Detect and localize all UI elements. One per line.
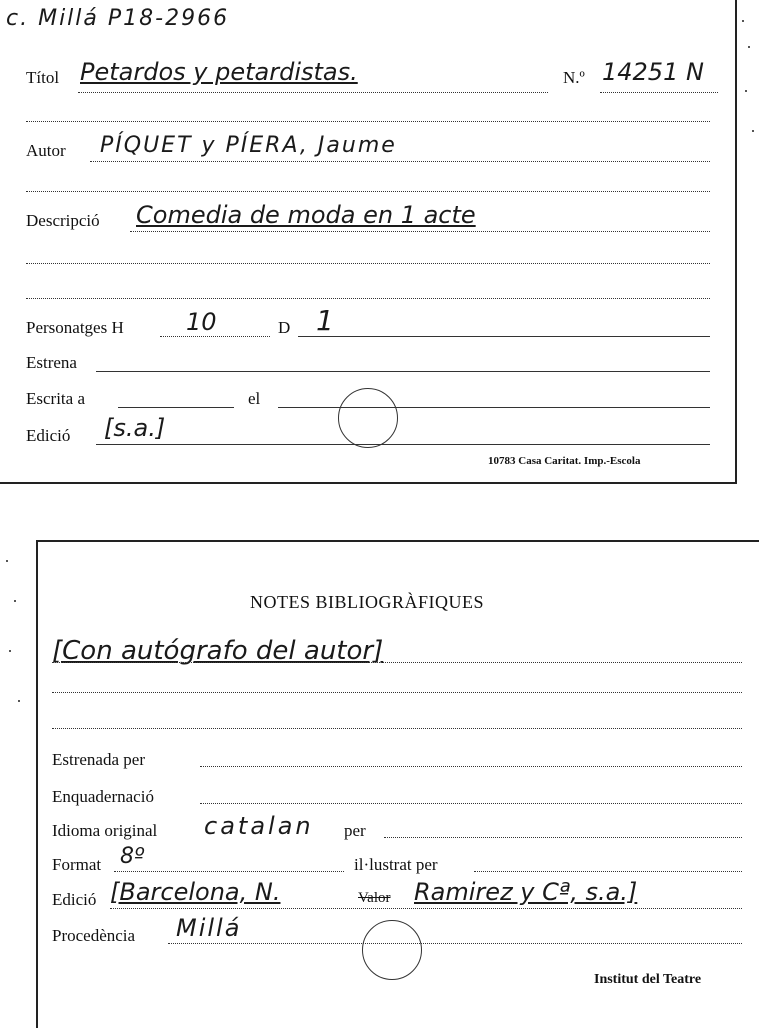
format-line xyxy=(114,871,344,872)
title-label: Títol xyxy=(26,68,60,87)
scan-noise xyxy=(9,650,11,652)
scan-noise xyxy=(745,90,747,92)
edition-line xyxy=(110,908,742,909)
format-value: 8º xyxy=(120,844,145,869)
characters-women-line xyxy=(298,336,710,337)
binding-line xyxy=(200,803,742,804)
description-value: Comedia de moda en 1 acte xyxy=(136,201,476,229)
provenance-line xyxy=(168,943,742,944)
author-value: PÍQUET y PÍERA, Jaume xyxy=(100,133,397,158)
characters-women-value: 1 xyxy=(316,304,334,337)
provenance-label: Procedència xyxy=(52,926,136,945)
premiered-by-label: Estrenada per xyxy=(52,750,145,769)
written-on-label: el xyxy=(248,389,261,408)
premiere-line xyxy=(96,371,710,372)
catalog-reference-note: c. Millá P18-2966 xyxy=(6,6,230,31)
scan-noise xyxy=(18,700,20,702)
description-line xyxy=(130,231,710,232)
original-language-value: catalan xyxy=(204,812,314,840)
characters-men-value: 10 xyxy=(186,308,217,336)
perforation-hole xyxy=(362,920,422,980)
title-line xyxy=(78,92,548,93)
scan-noise xyxy=(14,600,16,602)
note-line-2 xyxy=(52,692,742,693)
provenance-value: Millá xyxy=(176,914,242,942)
scan-noise xyxy=(742,20,744,22)
description-label: Descripció xyxy=(26,211,100,230)
edition-value: [s.a.] xyxy=(104,414,166,442)
number-label: N.º xyxy=(563,68,585,87)
catalog-card-front xyxy=(0,0,737,484)
title-line-2 xyxy=(26,121,710,122)
description-line-2 xyxy=(26,263,710,264)
bibliographic-note-value: [Con autógrafo del autor] xyxy=(52,636,384,666)
characters-men-line xyxy=(160,336,270,337)
translated-by-line xyxy=(384,837,742,838)
catalog-card-back xyxy=(36,540,759,1028)
format-label: Format xyxy=(52,855,102,874)
written-at-label: Escrita a xyxy=(26,389,85,408)
edition-struck-word: Valor xyxy=(358,890,391,906)
premiered-by-line xyxy=(200,766,742,767)
binding-label: Enquadernació xyxy=(52,787,154,806)
illustrated-by-line xyxy=(474,871,742,872)
bibliographic-notes-heading: NOTES BIBLIOGRÀFIQUES xyxy=(250,592,485,612)
characters-women-label: D xyxy=(278,318,291,337)
description-line-3 xyxy=(26,298,710,299)
author-label: Autor xyxy=(26,141,66,160)
original-language-label: Idioma original xyxy=(52,821,158,840)
translated-by-label: per xyxy=(344,821,366,840)
author-line-2 xyxy=(26,191,710,192)
note-line-3 xyxy=(52,728,742,729)
illustrated-by-label: il·lustrat per xyxy=(354,855,438,874)
premiere-label: Estrena xyxy=(26,353,77,372)
number-line xyxy=(600,92,718,93)
written-at-line xyxy=(118,407,234,408)
institution-name: Institut del Teatre xyxy=(594,972,702,987)
title-value: Petardos y petardistas. xyxy=(80,58,358,86)
edition-value-publisher: Ramirez y Cª, s.a.] xyxy=(414,878,638,906)
edition-label: Edició xyxy=(52,890,97,909)
edition-line xyxy=(96,444,710,445)
scan-noise xyxy=(6,560,8,562)
printer-imprint: 10783 Casa Caritat. Imp.-Escola xyxy=(488,455,641,467)
scan-noise xyxy=(752,130,754,132)
characters-label: Personatges H xyxy=(26,318,124,337)
author-line xyxy=(90,161,710,162)
edition-label: Edició xyxy=(26,426,71,445)
edition-value-city: [Barcelona, N. xyxy=(110,878,281,906)
perforation-hole xyxy=(338,388,398,448)
number-value: 14251 N xyxy=(602,58,704,86)
note-line-1 xyxy=(52,662,742,663)
scan-noise xyxy=(748,46,750,48)
